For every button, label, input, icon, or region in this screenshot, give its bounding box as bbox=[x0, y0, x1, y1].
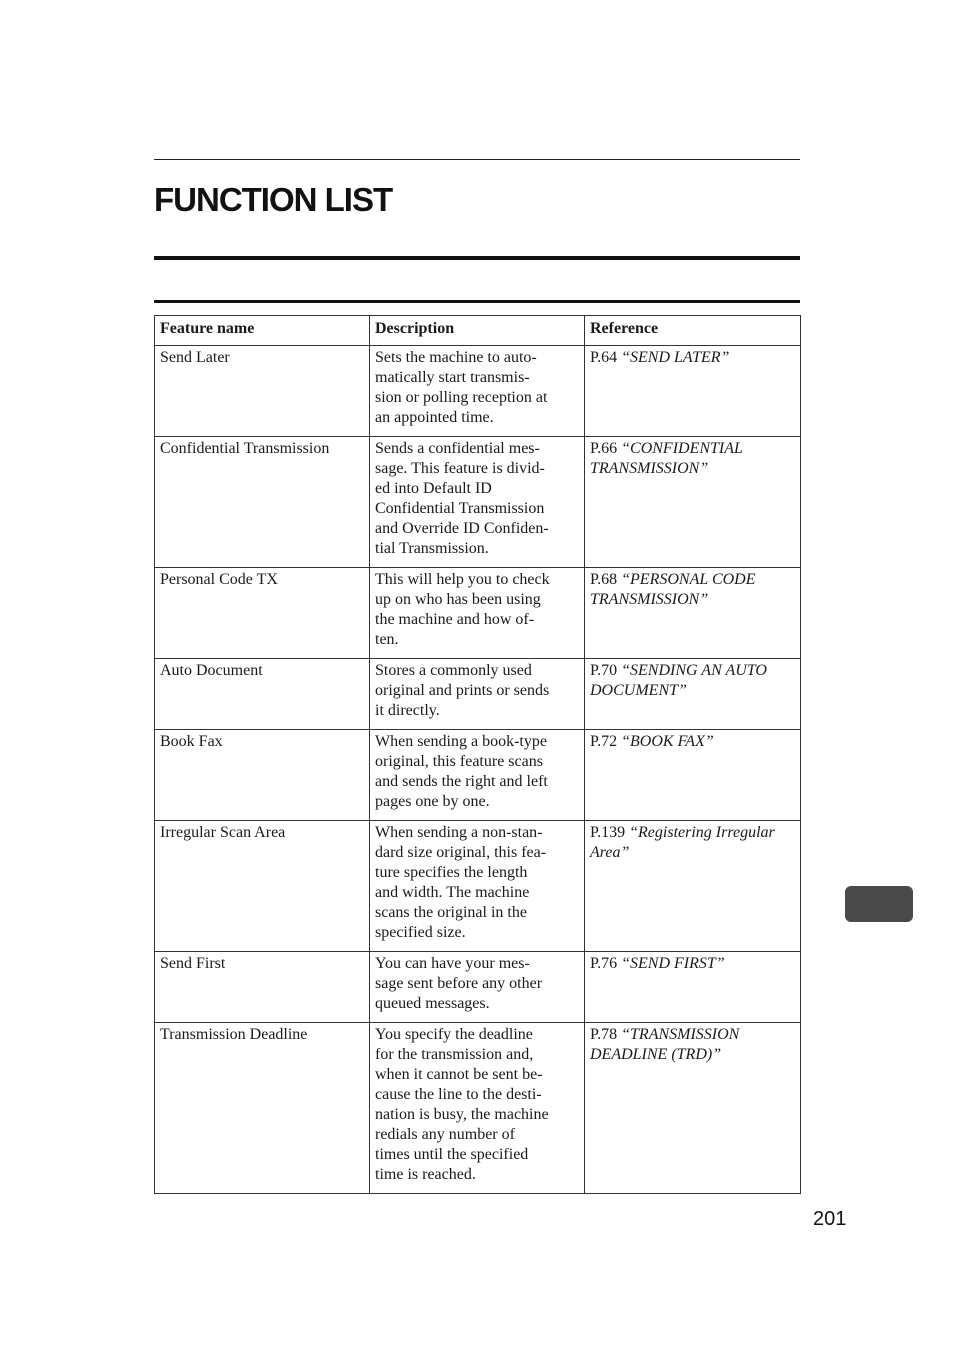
table-header-row bbox=[155, 316, 801, 346]
title-rule bbox=[154, 256, 800, 260]
header-description: Description bbox=[370, 316, 585, 346]
feature-reference bbox=[585, 568, 801, 659]
reference-page: P.72 bbox=[590, 733, 622, 750]
feature-reference bbox=[585, 437, 801, 568]
reference-page: P.139 bbox=[590, 824, 630, 841]
reference-page: P.64 bbox=[590, 349, 622, 366]
table-row bbox=[155, 437, 801, 568]
feature-name: Transmission Deadline bbox=[155, 1023, 370, 1194]
reference-page: P.70 bbox=[590, 662, 622, 679]
page-title: FUNCTION LIST bbox=[154, 181, 393, 218]
chapter-tab-marker bbox=[845, 886, 913, 922]
feature-name: Personal Code TX bbox=[155, 568, 370, 659]
reference-page: P.78 bbox=[590, 1026, 622, 1043]
feature-reference bbox=[585, 821, 801, 952]
feature-reference bbox=[585, 952, 801, 1023]
reference-page: P.68 bbox=[590, 571, 622, 588]
table-row bbox=[155, 659, 801, 730]
feature-description: Stores a commonly used original and prints or sends it directly. bbox=[370, 659, 585, 730]
table-row bbox=[155, 821, 801, 952]
reference-link[interactable]: “SEND FIRST” bbox=[621, 955, 725, 972]
feature-name: Book Fax bbox=[155, 730, 370, 821]
reference-link[interactable]: “TRANSMISSION DEADLINE (TRD)” bbox=[590, 1026, 740, 1063]
header-reference: Reference bbox=[585, 316, 801, 346]
table-row bbox=[155, 346, 801, 437]
reference-link[interactable]: “BOOK FAX” bbox=[621, 733, 714, 750]
reference-page: P.66 bbox=[590, 440, 622, 457]
table-row bbox=[155, 952, 801, 1023]
feature-name: Irregular Scan Area bbox=[155, 821, 370, 952]
feature-name: Confidential Transmission bbox=[155, 437, 370, 568]
feature-name: Send Later bbox=[155, 346, 370, 437]
reference-page: P.76 bbox=[590, 955, 622, 972]
feature-description: Sends a confidential mes- sage. This feature is divid- ed into Default ID Confidential Transmission and Override ID Confiden- tial Transmission. bbox=[370, 437, 585, 568]
feature-description: When sending a non-stan- dard size original, this fea- ture specifies the length and width. The machine scans the original in the specified size. bbox=[370, 821, 585, 952]
feature-reference bbox=[585, 346, 801, 437]
feature-name: Auto Document bbox=[155, 659, 370, 730]
reference-link[interactable]: “CONFIDENTIAL TRANSMISSION” bbox=[590, 440, 743, 477]
feature-reference bbox=[585, 659, 801, 730]
table-row bbox=[155, 1023, 801, 1194]
reference-link[interactable]: “SEND LATER” bbox=[621, 349, 730, 366]
feature-description: Sets the machine to auto- matically start transmis- sion or polling reception at an appointed time. bbox=[370, 346, 585, 437]
function-table bbox=[154, 315, 801, 1194]
feature-description: You can have your mes- sage sent before any other queued messages. bbox=[370, 952, 585, 1023]
feature-reference bbox=[585, 1023, 801, 1194]
feature-reference bbox=[585, 730, 801, 821]
top-rule bbox=[154, 159, 800, 160]
section-rule bbox=[154, 300, 800, 303]
feature-description: You specify the deadline for the transmission and, when it cannot be sent be- cause the line to the desti- nation is busy, the machine redials any number of times until the specified time is reached. bbox=[370, 1023, 585, 1194]
reference-link[interactable]: “PERSONAL CODE TRANSMISSION” bbox=[590, 571, 756, 608]
feature-description: When sending a book-type original, this feature scans and sends the right and left pages one by one. bbox=[370, 730, 585, 821]
reference-link[interactable]: “Registering Irregular Area” bbox=[590, 824, 775, 861]
reference-link[interactable]: “SENDING AN AUTO DOCUMENT” bbox=[590, 662, 767, 699]
table-row bbox=[155, 568, 801, 659]
feature-name: Send First bbox=[155, 952, 370, 1023]
feature-description: This will help you to check up on who has been using the machine and how of- ten. bbox=[370, 568, 585, 659]
header-feature-name: Feature name bbox=[155, 316, 370, 346]
page-number: 201 bbox=[813, 1208, 847, 1230]
table-row bbox=[155, 730, 801, 821]
